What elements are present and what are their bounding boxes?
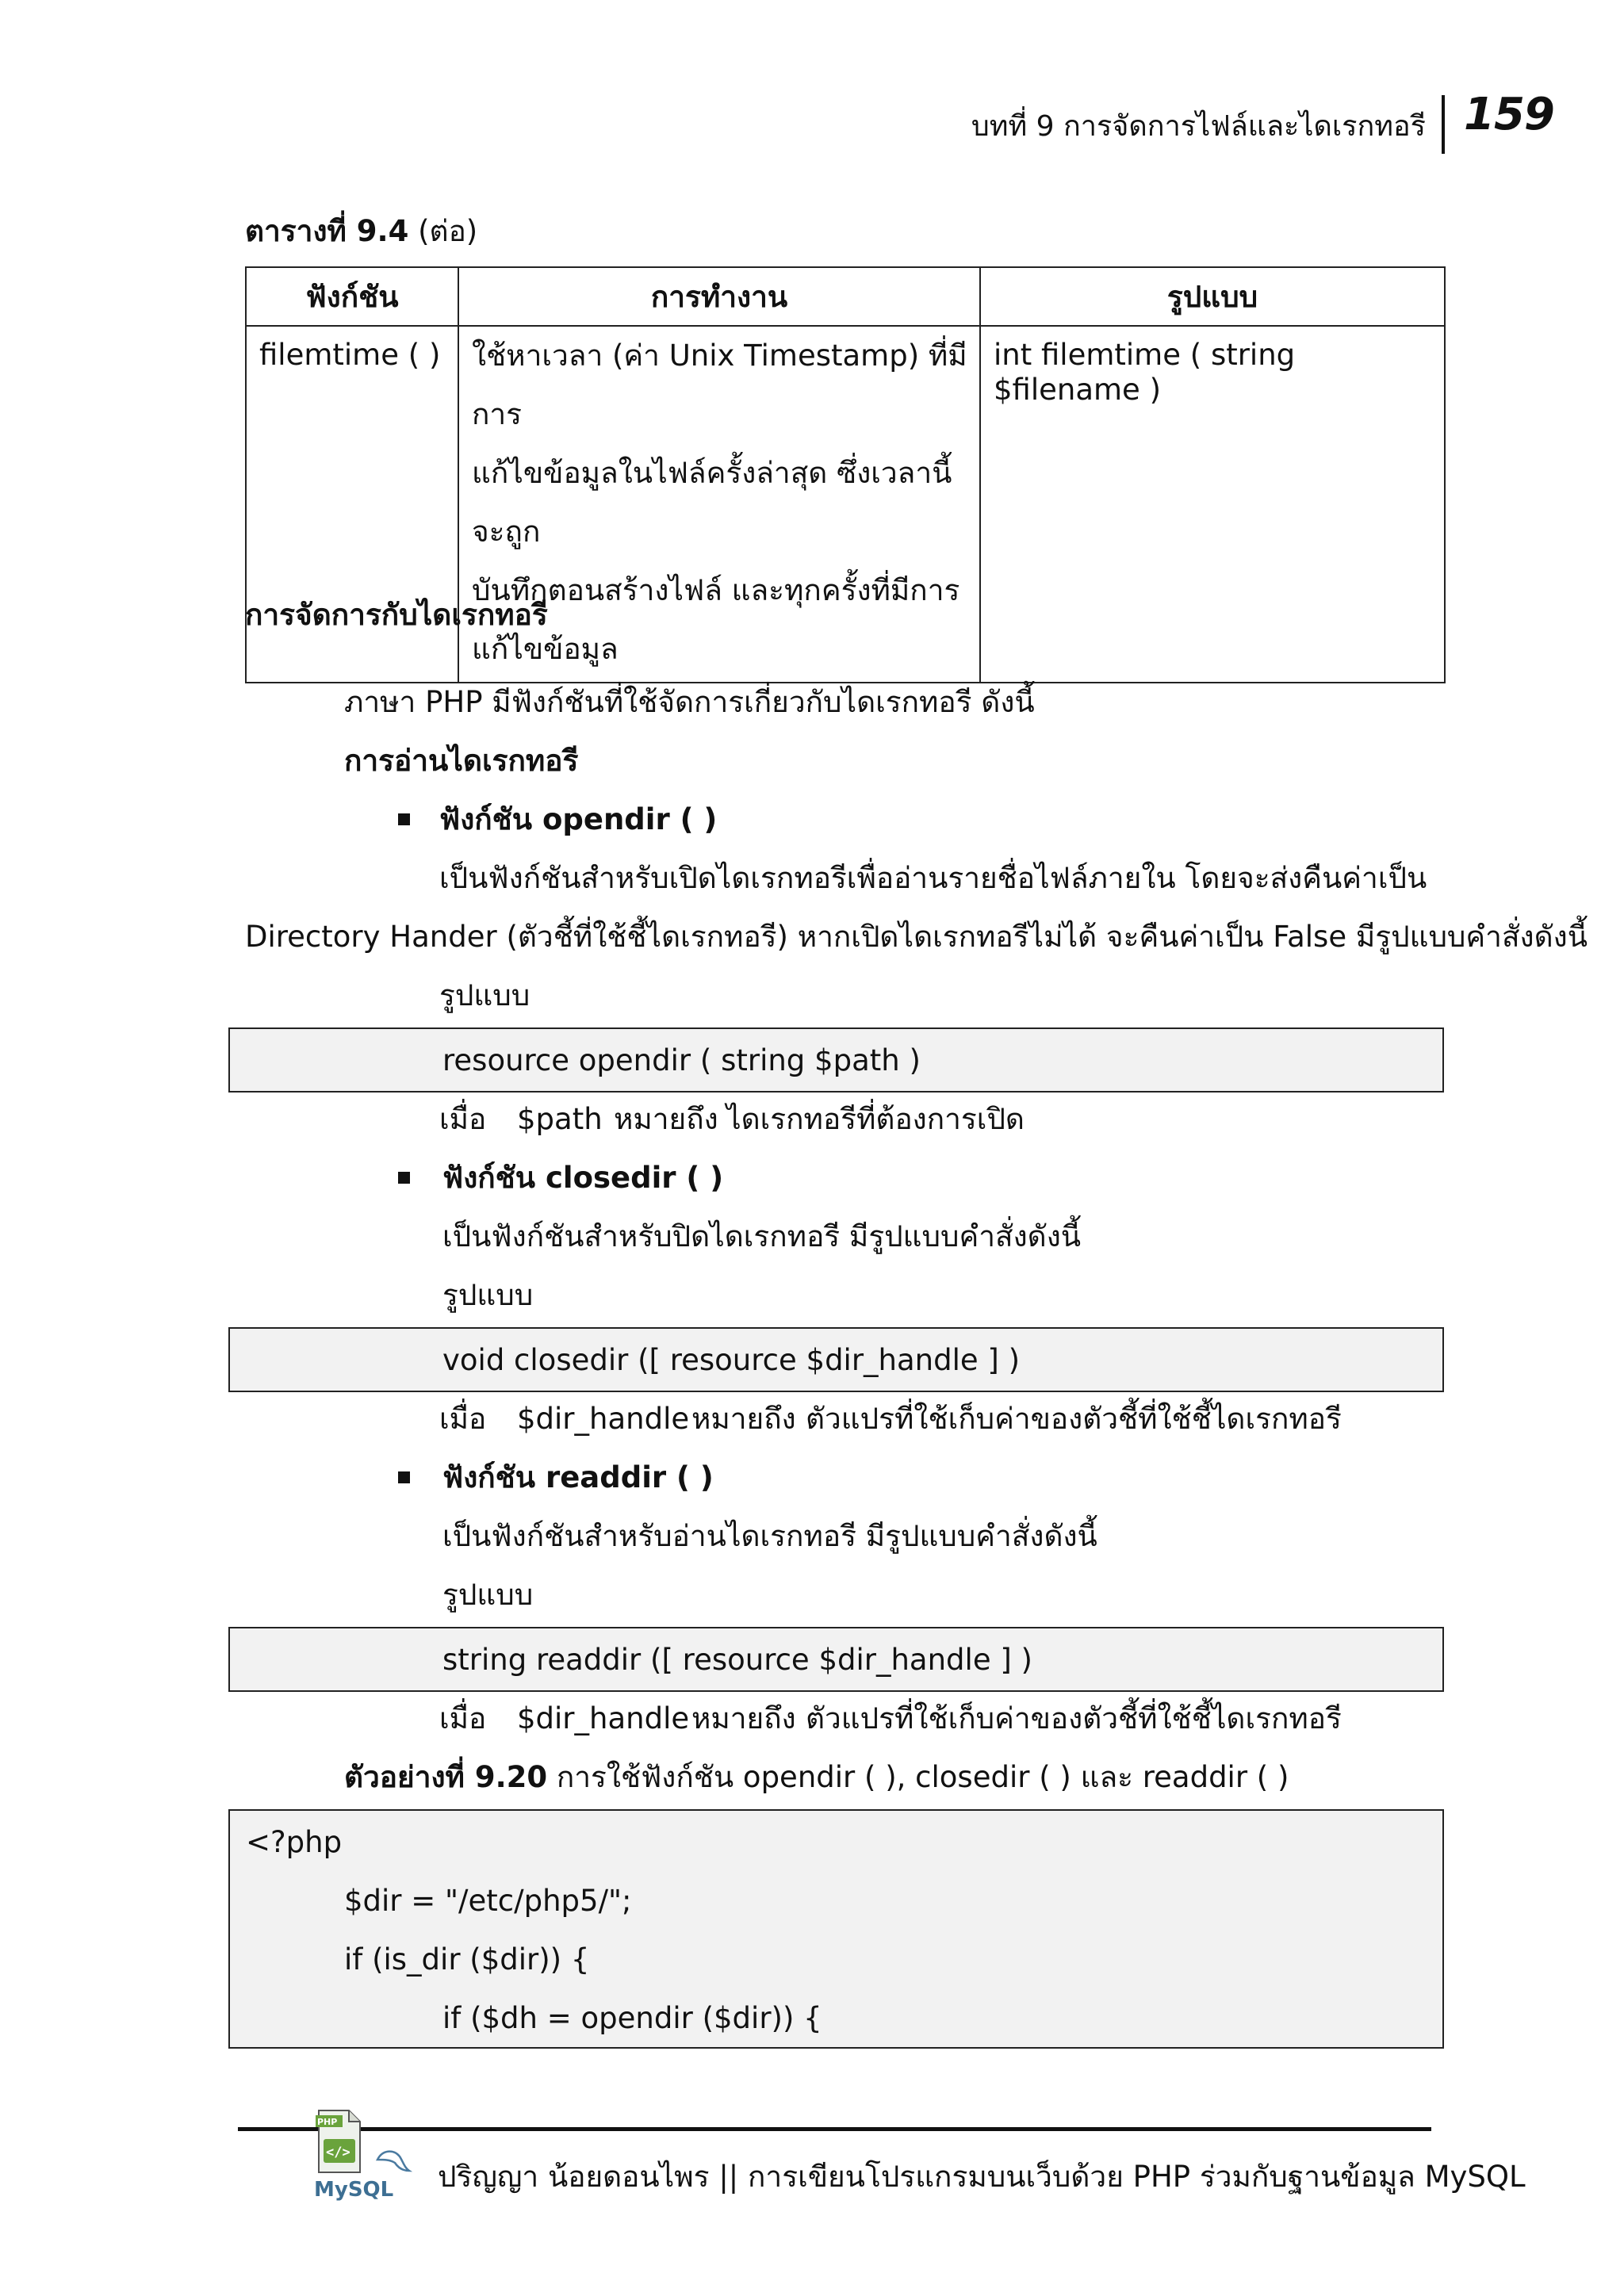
svg-text:</>: </> bbox=[326, 2145, 350, 2160]
where-label: เมื่อ bbox=[439, 1701, 487, 1735]
description-line: บันทึกตอนสร้างไฟล์ และทุกครั้งที่มีการ bbox=[472, 573, 960, 607]
footer-text: ปริญญา น้อยดอนไพร || การเขียนโปรแกรมบนเว็บด้วย PHP ร่วมกับฐานข้อมูล MySQL bbox=[438, 2160, 1526, 2194]
means-label: หมายถึง bbox=[614, 1102, 718, 1136]
table-header-description: การทำงาน bbox=[458, 267, 980, 326]
param-description: ตัวแปรที่ใช้เก็บค่าของตัวชี้ที่ใช้ชี้ไดเรกทอรี bbox=[806, 1701, 1342, 1735]
table-caption bbox=[245, 216, 477, 248]
table-caption-label: ตารางที่ 9.4 bbox=[245, 214, 409, 248]
param-description: ไดเรกทอรีที่ต้องการเปิด bbox=[726, 1102, 1025, 1136]
function-desc-closedir: เป็นฟังก์ชันสำหรับปิดไดเรกทอรี มีรูปแบบคำสั่งดังนี้ bbox=[442, 1219, 1082, 1253]
logo-badge-text: PHP bbox=[317, 2117, 338, 2127]
param-description: ตัวแปรที่ใช้เก็บค่าของตัวชี้ที่ใช้ชี้ไดเรกทอรี bbox=[806, 1402, 1342, 1436]
table-cell-syntax: int filemtime ( string $filename ) bbox=[980, 326, 1445, 683]
function-title-readdir: ฟังก์ชัน readdir ( ) bbox=[442, 1460, 714, 1494]
php-mysql-logo-icon bbox=[311, 2104, 430, 2207]
logo-mysql-text: MySQL bbox=[314, 2178, 394, 2202]
format-label: รูปแบบ bbox=[442, 1578, 534, 1612]
bullet-icon bbox=[398, 1172, 410, 1184]
description-line: แก้ไขข้อมูลในไฟล์ครั้งล่าสุด ซึ่งเวลานี้จะถูก bbox=[472, 456, 952, 549]
table-header-syntax: รูปแบบ bbox=[980, 267, 1445, 326]
description-line: แก้ไขข้อมูล bbox=[472, 632, 619, 666]
bullet-icon bbox=[398, 813, 410, 825]
function-title-opendir: ฟังก์ชัน opendir ( ) bbox=[439, 802, 718, 836]
format-label: รูปแบบ bbox=[439, 978, 530, 1012]
code-line: if (is_dir ($dir)) { bbox=[344, 1942, 590, 1976]
param-name: $path bbox=[517, 1102, 603, 1136]
chapter-title: บทที่ 9 การจัดการไฟล์และไดเรกทอรี bbox=[971, 110, 1426, 143]
header-divider bbox=[1442, 95, 1445, 154]
syntax-text: resource opendir ( string $path ) bbox=[442, 1043, 921, 1077]
function-desc-opendir-cont: Directory Hander (ตัวชี้ที่ใช้ชี้ไดเรกทอรี) หากเปิดไดเรกทอรีไม่ได้ จะคืนค่าเป็น False มีรูปแบบคำสั่งดังนี้ bbox=[245, 920, 1588, 954]
table-caption-suffix: (ต่อ) bbox=[408, 214, 478, 248]
function-desc-opendir: เป็นฟังก์ชันสำหรับเปิดไดเรกทอรีเพื่ออ่านรายชื่อไฟล์ภายใน โดยจะส่งคืนค่าเป็น bbox=[439, 861, 1427, 895]
where-label: เมื่อ bbox=[439, 1102, 487, 1136]
means-label: หมายถึง bbox=[691, 1402, 796, 1436]
table-cell-function: filemtime ( ) bbox=[246, 326, 458, 683]
table-header-row bbox=[246, 267, 1445, 326]
function-title-closedir: ฟังก์ชัน closedir ( ) bbox=[442, 1161, 724, 1195]
syntax-text: string readdir ([ resource $dir_handle ] ) bbox=[442, 1643, 1032, 1677]
means-label: หมายถึง bbox=[691, 1701, 796, 1735]
syntax-box-readdir bbox=[228, 1627, 1444, 1692]
function-desc-readdir: เป็นฟังก์ชันสำหรับอ่านไดเรกทอรี มีรูปแบบคำสั่งดังนี้ bbox=[442, 1519, 1097, 1553]
example-caption-text: การใช้ฟังก์ชัน opendir ( ), closedir ( ) และ readdir ( ) bbox=[547, 1760, 1289, 1794]
param-name: $dir_handle bbox=[517, 1701, 690, 1735]
code-line: if ($dh = opendir ($dir)) { bbox=[442, 2001, 822, 2035]
code-line: <?php bbox=[246, 1825, 343, 1859]
page-number: 159 bbox=[1464, 89, 1554, 140]
format-label: รูปแบบ bbox=[442, 1278, 534, 1312]
syntax-box-opendir bbox=[228, 1027, 1444, 1093]
example-caption bbox=[344, 1762, 1289, 1794]
section-heading: การจัดการกับไดเรกทอรี bbox=[245, 598, 548, 632]
code-box bbox=[228, 1809, 1444, 2049]
section-intro: ภาษา PHP มีฟังก์ชันที่ใช้จัดการเกี่ยวกับไดเรกทอรี ดังนี้ bbox=[344, 685, 1035, 719]
description-line: ใช้หาเวลา (ค่า Unix Timestamp) ที่มีการ bbox=[472, 339, 967, 431]
param-name: $dir_handle bbox=[517, 1402, 690, 1436]
code-line: $dir = "/etc/php5/"; bbox=[344, 1884, 632, 1918]
bullet-icon bbox=[398, 1471, 410, 1483]
where-label: เมื่อ bbox=[439, 1402, 487, 1436]
syntax-text: void closedir ([ resource $dir_handle ] ) bbox=[442, 1343, 1021, 1377]
section-subheading: การอ่านไดเรกทอรี bbox=[344, 744, 579, 778]
syntax-box-closedir bbox=[228, 1327, 1444, 1392]
example-label: ตัวอย่างที่ 9.20 bbox=[344, 1760, 548, 1794]
table-header-function: ฟังก์ชัน bbox=[246, 267, 458, 326]
